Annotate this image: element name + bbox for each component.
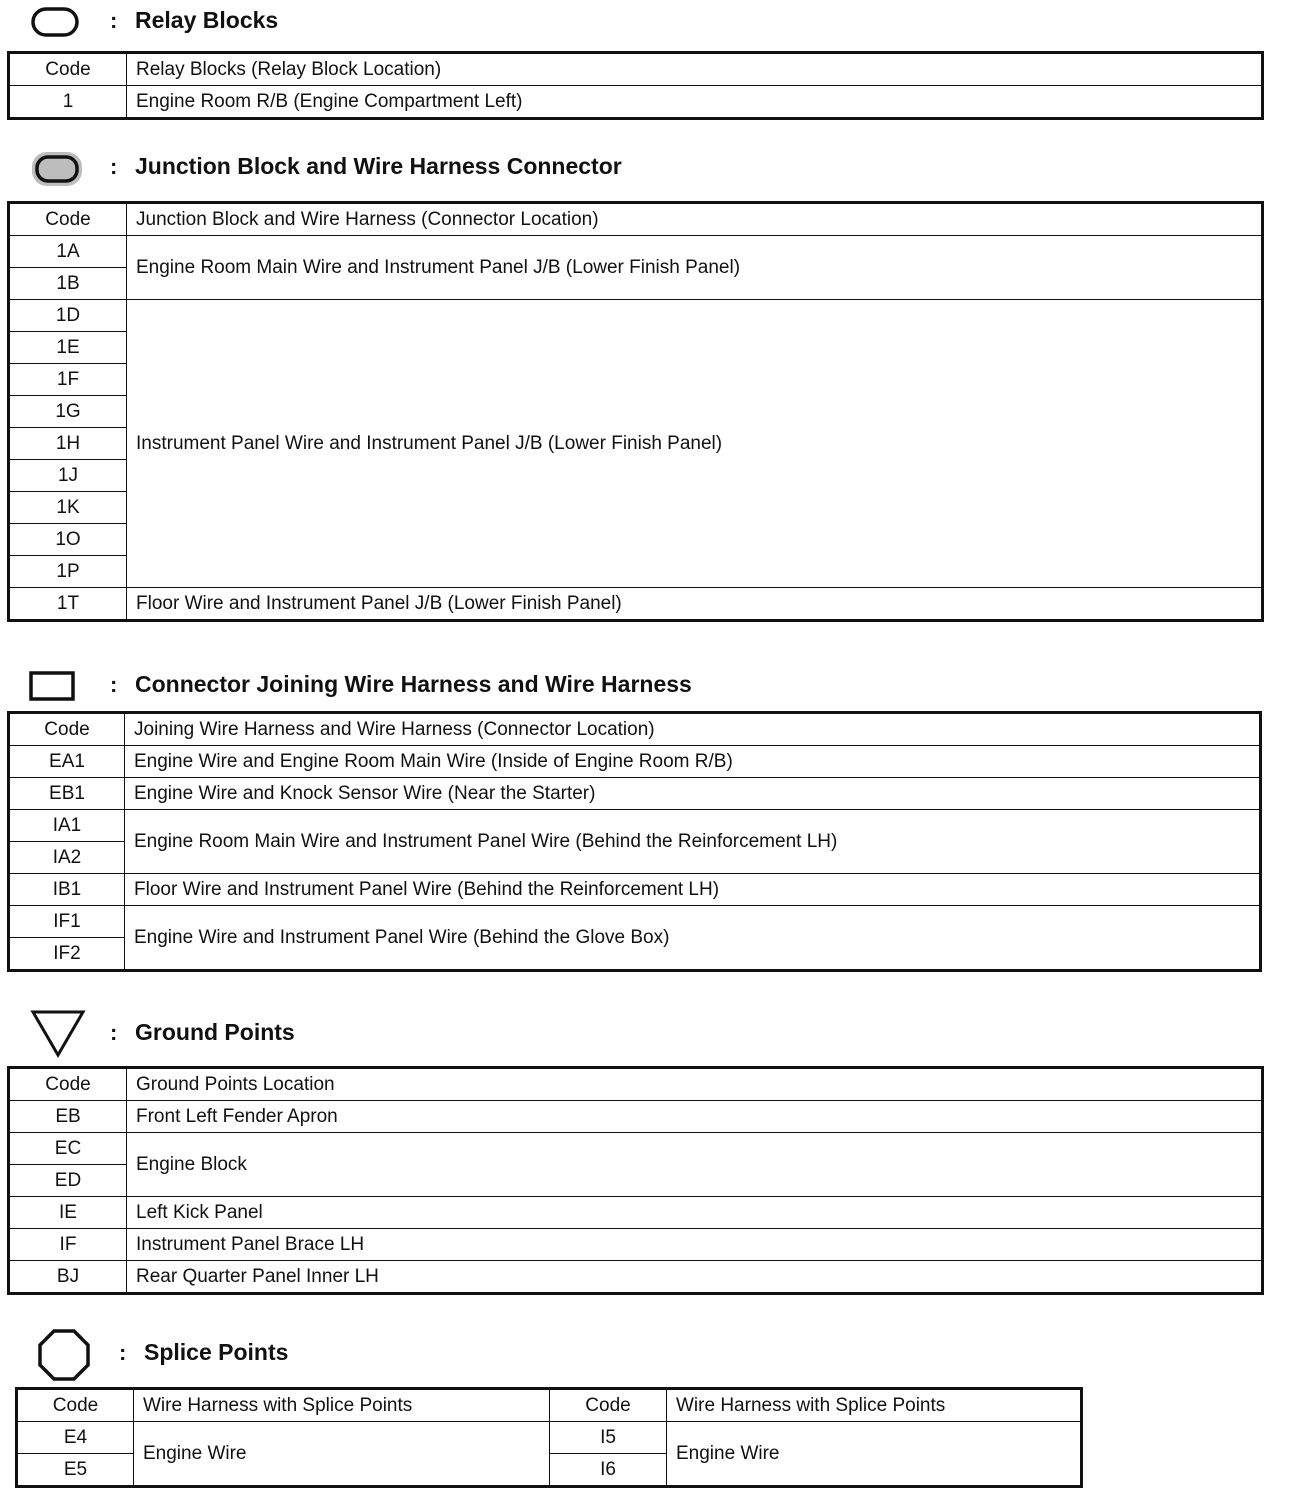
code-cell: 1H <box>9 428 127 460</box>
code-cell: ED <box>9 1165 127 1197</box>
description-cell: Engine Wire and Instrument Panel Wire (Behind the Glove Box) <box>125 906 1261 971</box>
code-cell: IF1 <box>9 906 125 938</box>
relay-blocks-table <box>7 51 1264 120</box>
table-row <box>9 810 1261 842</box>
description-cell: Floor Wire and Instrument Panel J/B (Lower Finish Panel) <box>127 588 1263 621</box>
code-cell: 1T <box>9 588 127 621</box>
description-cell: Rear Quarter Panel Inner LH <box>127 1261 1263 1294</box>
table-row <box>9 1261 1263 1294</box>
code-cell: IA2 <box>9 842 125 874</box>
connector-colon: : <box>110 672 118 697</box>
code-cell: IE <box>9 1197 127 1229</box>
junction-blocks-table <box>7 201 1264 622</box>
header-code: Code <box>9 53 127 86</box>
code-cell: E5 <box>17 1454 134 1487</box>
code-cell: 1K <box>9 492 127 524</box>
code-cell: I5 <box>550 1422 667 1454</box>
code-cell: IF2 <box>9 938 125 971</box>
code-cell: EB <box>9 1101 127 1133</box>
header-description: Joining Wire Harness and Wire Harness (Connector Location) <box>125 713 1261 746</box>
code-cell: 1J <box>9 460 127 492</box>
rectangle-icon <box>28 670 78 704</box>
description-cell: Front Left Fender Apron <box>127 1101 1263 1133</box>
code-cell: 1A <box>9 236 127 268</box>
description-cell: Engine Wire and Knock Sensor Wire (Near the Starter) <box>125 778 1261 810</box>
code-cell: EA1 <box>9 746 125 778</box>
description-cell: Engine Wire and Engine Room Main Wire (Inside of Engine Room R/B) <box>125 746 1261 778</box>
header-description: Wire Harness with Splice Points <box>667 1389 1082 1422</box>
table-row <box>9 300 1263 332</box>
connectors-title: Connector Joining Wire Harness and Wire Harness <box>135 671 692 697</box>
down-triangle-icon <box>30 1008 86 1058</box>
description-cell: Engine Room Main Wire and Instrument Panel J/B (Lower Finish Panel) <box>127 236 1263 300</box>
code-cell: 1G <box>9 396 127 428</box>
table-row <box>9 778 1261 810</box>
code-cell: I6 <box>550 1454 667 1487</box>
code-cell: E4 <box>17 1422 134 1454</box>
code-cell: 1B <box>9 268 127 300</box>
rounded-rectangle-icon <box>30 6 80 38</box>
table-row <box>9 1101 1263 1133</box>
relay-blocks-title: Relay Blocks <box>135 7 279 33</box>
ground-points-title: Ground Points <box>135 1019 295 1045</box>
table-header-row <box>9 53 1263 86</box>
table-row <box>9 906 1261 938</box>
code-cell: EB1 <box>9 778 125 810</box>
header-code: Code <box>550 1389 667 1422</box>
header-description: Junction Block and Wire Harness (Connector Location) <box>127 203 1263 236</box>
table-row <box>17 1422 1082 1454</box>
code-cell: IA1 <box>9 810 125 842</box>
code-cell: 1D <box>9 300 127 332</box>
description-cell: Left Kick Panel <box>127 1197 1263 1229</box>
code-cell: 1F <box>9 364 127 396</box>
table-row <box>9 1197 1263 1229</box>
header-description: Ground Points Location <box>127 1068 1263 1101</box>
code-cell: IB1 <box>9 874 125 906</box>
octagon-icon <box>36 1328 92 1382</box>
description-cell: Engine Wire <box>667 1422 1082 1487</box>
table-header-row <box>17 1389 1082 1422</box>
junction-blocks-title: Junction Block and Wire Harness Connector <box>135 153 622 179</box>
connectors-table <box>7 711 1262 972</box>
table-row <box>9 588 1263 621</box>
header-code: Code <box>9 203 127 236</box>
header-code: Code <box>9 1068 127 1101</box>
description-cell: Engine Wire <box>134 1422 550 1487</box>
description-cell: Engine Room R/B (Engine Compartment Left) <box>127 86 1263 119</box>
code-cell: IF <box>9 1229 127 1261</box>
code-cell: BJ <box>9 1261 127 1294</box>
table-row <box>9 1133 1263 1165</box>
splice-points-table <box>15 1387 1083 1488</box>
relay-colon: : <box>110 8 118 33</box>
table-row <box>9 746 1261 778</box>
table-header-row <box>9 713 1261 746</box>
header-code: Code <box>9 713 125 746</box>
description-cell: Instrument Panel Wire and Instrument Panel J/B (Lower Finish Panel) <box>127 300 1263 588</box>
table-header-row <box>9 1068 1263 1101</box>
description-cell: Engine Room Main Wire and Instrument Panel Wire (Behind the Reinforcement LH) <box>125 810 1261 874</box>
splice-colon: : <box>119 1340 127 1365</box>
code-cell: EC <box>9 1133 127 1165</box>
header-code: Code <box>17 1389 134 1422</box>
shaded-rounded-rectangle-icon <box>30 150 84 188</box>
ground-colon: : <box>110 1020 118 1045</box>
junction-colon: : <box>110 154 118 179</box>
table-row <box>9 1229 1263 1261</box>
splice-points-title: Splice Points <box>144 1339 289 1365</box>
header-description: Relay Blocks (Relay Block Location) <box>127 53 1263 86</box>
table-header-row <box>9 203 1263 236</box>
code-cell: 1P <box>9 556 127 588</box>
description-cell: Instrument Panel Brace LH <box>127 1229 1263 1261</box>
table-row <box>9 236 1263 268</box>
table-row <box>9 86 1263 119</box>
description-cell: Floor Wire and Instrument Panel Wire (Behind the Reinforcement LH) <box>125 874 1261 906</box>
code-cell: 1E <box>9 332 127 364</box>
ground-points-table <box>7 1066 1264 1295</box>
code-cell: 1O <box>9 524 127 556</box>
code-cell: 1 <box>9 86 127 119</box>
table-row <box>9 874 1261 906</box>
description-cell: Engine Block <box>127 1133 1263 1197</box>
header-description: Wire Harness with Splice Points <box>134 1389 550 1422</box>
